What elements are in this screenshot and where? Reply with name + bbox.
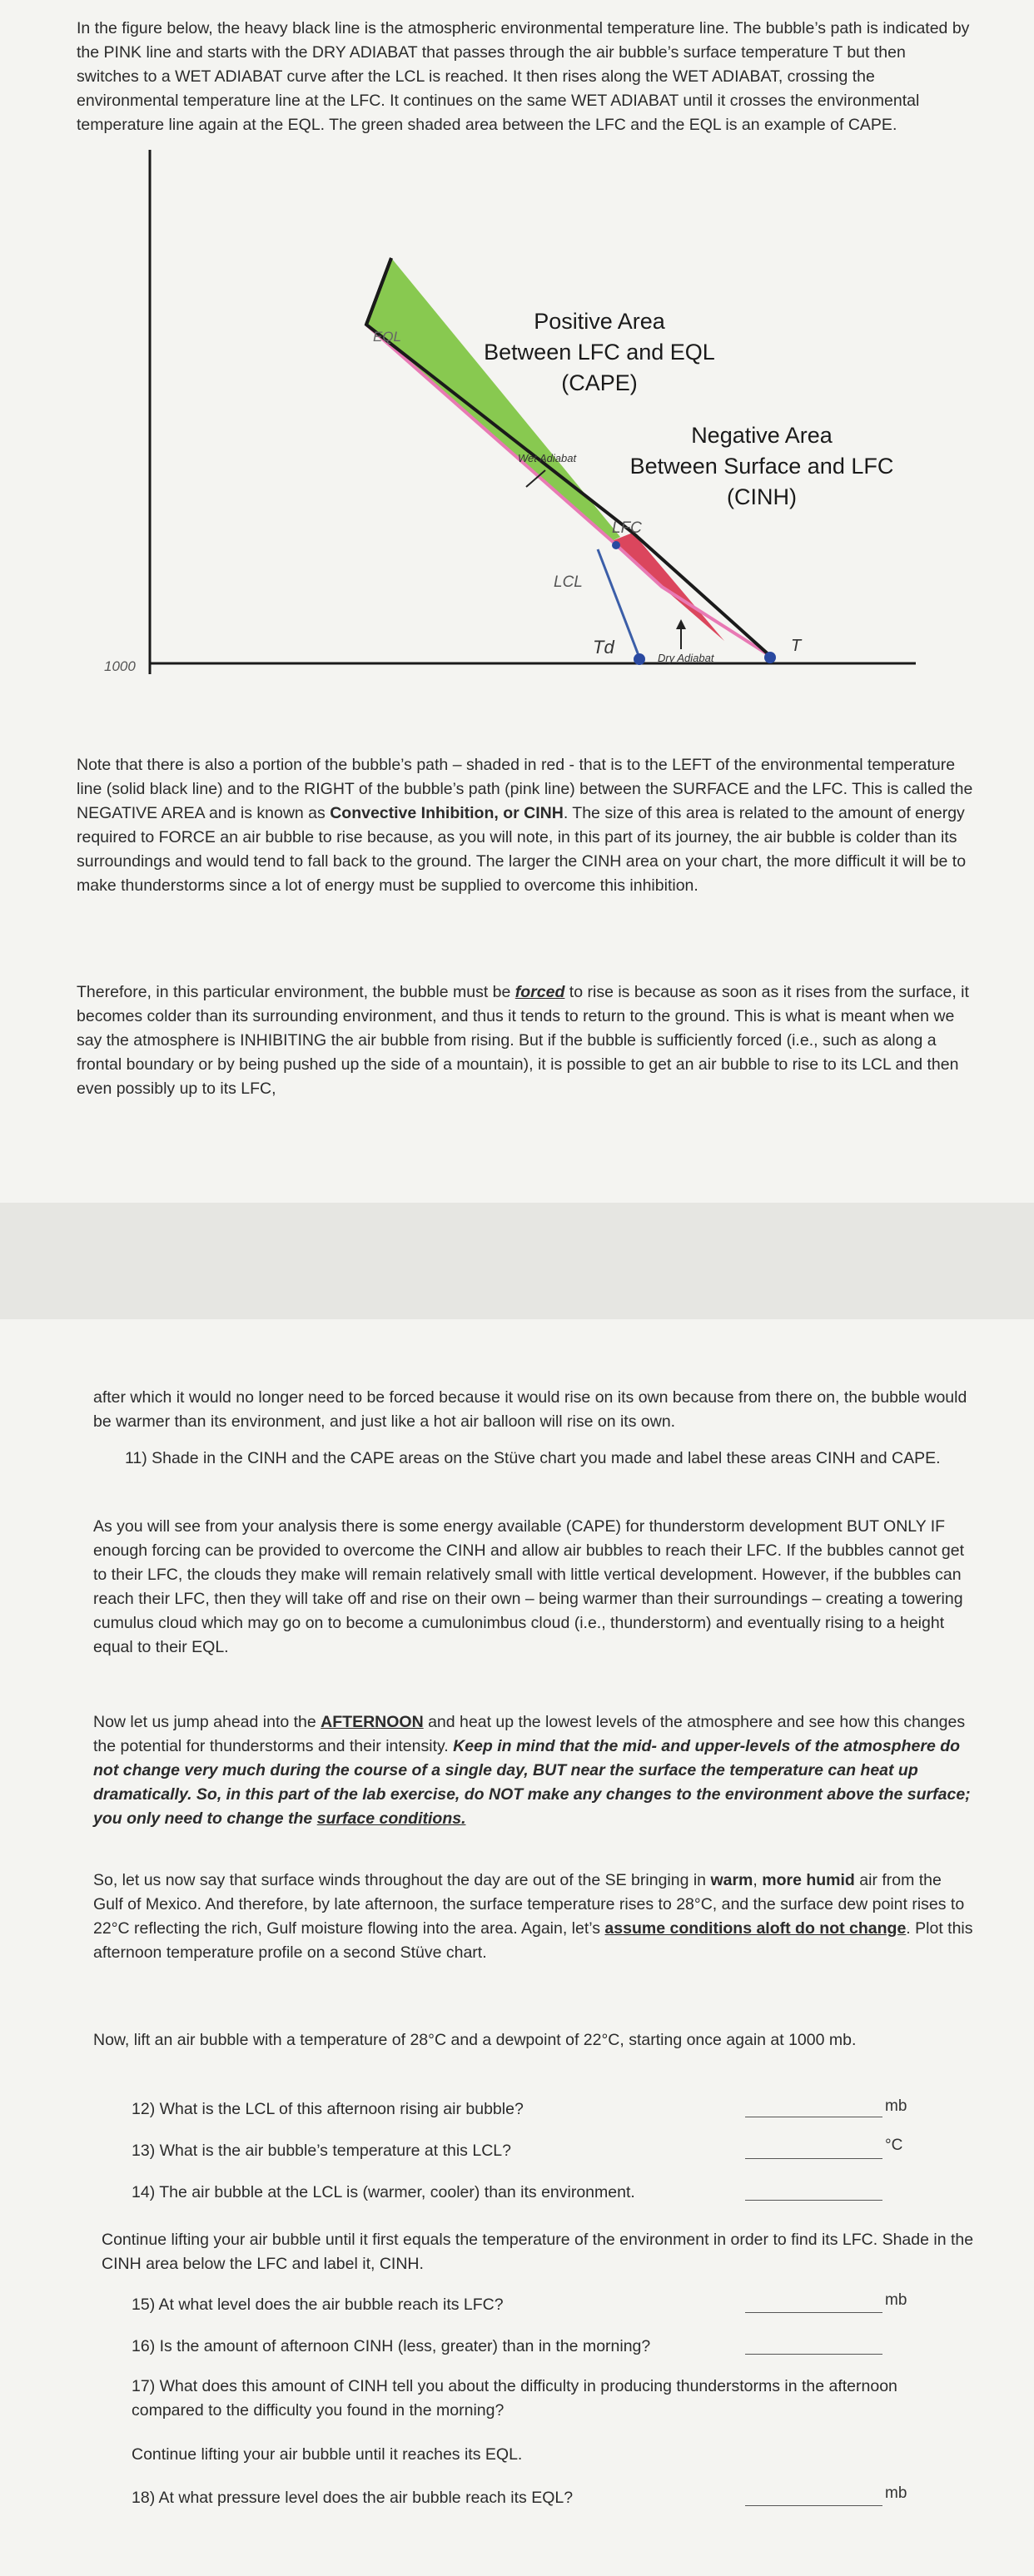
negative-area-title: Negative Area: [691, 423, 833, 448]
td-label: Td: [593, 637, 614, 658]
t-label: T: [791, 637, 802, 655]
afternoon-paragraph: Now let us jump ahead into the AFTERNOON and heat up the lowest levels of the atmosphere and see how this changes the potential for thunderstorms and their intensity. Keep in mind that the mid- and upper-levels of the atmosphere do not change very much during the course of a single day, BUT near the surface the temperature can heat up dramatically. So, in this part of the lab exercise, do NOT make any changes to the environment above the surface; you only need to change the surface conditions.: [93, 1713, 971, 1828]
negative-area-subtitle: Between Surface and LFC: [629, 454, 894, 479]
cape-area: [366, 258, 620, 541]
question-13: 13) What is the air bubble’s temperature at this LCL?: [132, 2142, 511, 2160]
dry-adiabat-arrowhead: [676, 619, 686, 629]
eql-label: EQL: [373, 329, 402, 345]
td-point: [634, 653, 645, 665]
worksheet-page-2: [0, 1319, 1034, 2576]
positive-area-title: Positive Area: [534, 309, 665, 334]
continuation-paragraph: after which it would no longer need to be forced because it would rise on its own because from there on, the bubble would be warmer than its environment, and just like a hot air balloon will rise on its own.: [93, 1388, 967, 1431]
t-point: [764, 652, 776, 663]
cinh-area: [612, 533, 724, 641]
answer-13-unit: °C: [885, 2137, 903, 2154]
question-16: 16) Is the amount of afternoon CINH (less, greater) than in the morning?: [132, 2337, 651, 2355]
question-14: 14) The air bubble at the LCL is (warmer, cooler) than its environment.: [132, 2183, 635, 2201]
answer-13-field[interactable]: [745, 2158, 882, 2159]
answer-16-field[interactable]: [745, 2354, 882, 2355]
worksheet-page-1: [0, 0, 1034, 1203]
pressure-label-1000: 1000: [104, 658, 136, 674]
lift-paragraph: Now, lift an air bubble with a temperature of 28°C and a dewpoint of 22°C, starting once again at 1000 mb.: [93, 2031, 857, 2049]
lcl-label: LCL: [554, 573, 583, 591]
energy-paragraph: As you will see from your analysis there is some energy available (CAPE) for thunderstorm development BUT ONLY IF enough forcing can be provided to overcome the CINH and allow air bubbles to reach their LFC. If the bubbles cannot get to their LFC, the clouds they make will remain relatively small with little vertical development. However, if the bubbles can reach their LFC, then they will take off and rise on their own – being warmer than their surroundings – creating a towering cumulus cloud which may go on to become a cumulonimbus cloud (i.e., thunderstorm) and eventually rising to a height equal to their EQL.: [93, 1517, 965, 1656]
cinh-note-paragraph: Note that there is also a portion of the bubble’s path – shaded in red - that is to the LEFT of the environmental temperature line (solid black line) and to the RIGHT of the bubble’s path (pink line) between the SURFACE and the LFC. This is called the NEGATIVE AREA and is known as Convective Inhibition, or CINH. The size of this area is related to the amount of energy required to FORCE an air bubble to rise because, as you will note, in this part of its journey, the air bubble is colder than its surroundings and would tend to fall back to the ground. The larger the CINH area on your chart, the more difficult it will be to make thunderstorms since a lot of energy must be supplied to overcome this inhibition.: [77, 756, 973, 895]
wet-adiabat-label: Wet Adiabat: [518, 452, 577, 464]
answer-15-unit: mb: [885, 2291, 907, 2309]
page-break: [0, 1203, 1034, 1319]
positive-area-subtitle: Between LFC and EQL: [484, 340, 715, 365]
question-11: 11) Shade in the CINH and the CAPE areas on the Stüve chart you made and label these areas CINH and CAPE.: [125, 1449, 941, 1467]
answer-15-field[interactable]: [745, 2312, 882, 2313]
answer-18-unit: mb: [885, 2484, 907, 2502]
stuve-diagram-figure: [0, 133, 1034, 699]
lfc-label: LFC: [612, 519, 642, 537]
negative-area-cinh: (CINH): [727, 484, 797, 509]
continue-to-eql-paragraph: Continue lifting your air bubble until it reaches its EQL.: [132, 2445, 523, 2464]
dry-adiabat-label: Dry Adiabat: [658, 652, 714, 664]
answer-12-unit: mb: [885, 2097, 907, 2115]
positive-area-cape: (CAPE): [561, 370, 638, 395]
question-15: 15) At what level does the air bubble reach its LFC?: [132, 2296, 504, 2314]
forced-paragraph: Therefore, in this particular environment, the bubble must be forced to rise is because as soon as it rises from the surface, it becomes colder than its surrounding environment, and thus it tends to return to the ground. This is what is meant when we say the atmosphere is INHIBITING the air bubble from rising. But if the bubble is sufficiently forced (i.e., such as along a frontal boundary or by being pushed up the side of a mountain), it is possible to get an air bubble to rise to its LCL and then even possibly up to its LFC,: [77, 983, 969, 1098]
surface-winds-paragraph: So, let us now say that surface winds throughout the day are out of the SE bringing in warm, more humid air from the Gulf of Mexico. And therefore, by late afternoon, the surface temperature rises to 28°C, and the surface dew point rises to 22°C reflecting the rich, Gulf moisture flowing into the area. Again, let’s assume conditions aloft do not change. Plot this afternoon temperature profile on a second Stüve chart.: [93, 1871, 973, 1962]
question-18: 18) At what pressure level does the air bubble reach its EQL?: [132, 2489, 574, 2507]
continue-lifting-paragraph: Continue lifting your air bubble until it first equals the temperature of the environment in order to find its LFC. Shade in the CINH area below the LFC and label it, CINH.: [102, 2231, 974, 2273]
answer-18-field[interactable]: [745, 2505, 882, 2506]
answer-14-field[interactable]: [745, 2200, 882, 2201]
intro-paragraph: In the figure below, the heavy black line is the atmospheric environmental temperature line. The bubble’s path is indicated by the PINK line and starts with the DRY ADIABAT that passes through the air bubble’s surface temperature T but then switches to a WET ADIABAT curve after the LCL is reached. It then rises along the WET ADIABAT, crossing the environmental temperature line at the LFC. It continues on the same WET ADIABAT until it crosses the environmental temperature line again at the EQL. The green shaded area between the LFC and the EQL is an example of CAPE.: [77, 19, 970, 134]
question-12: 12) What is the LCL of this afternoon rising air bubble?: [132, 2100, 524, 2118]
lcl-point: [612, 541, 620, 549]
question-17: 17) What does this amount of CINH tell you about the difficulty in producing thunderstorms in the afternoon compared to the difficulty you found in the morning?: [132, 2377, 897, 2420]
